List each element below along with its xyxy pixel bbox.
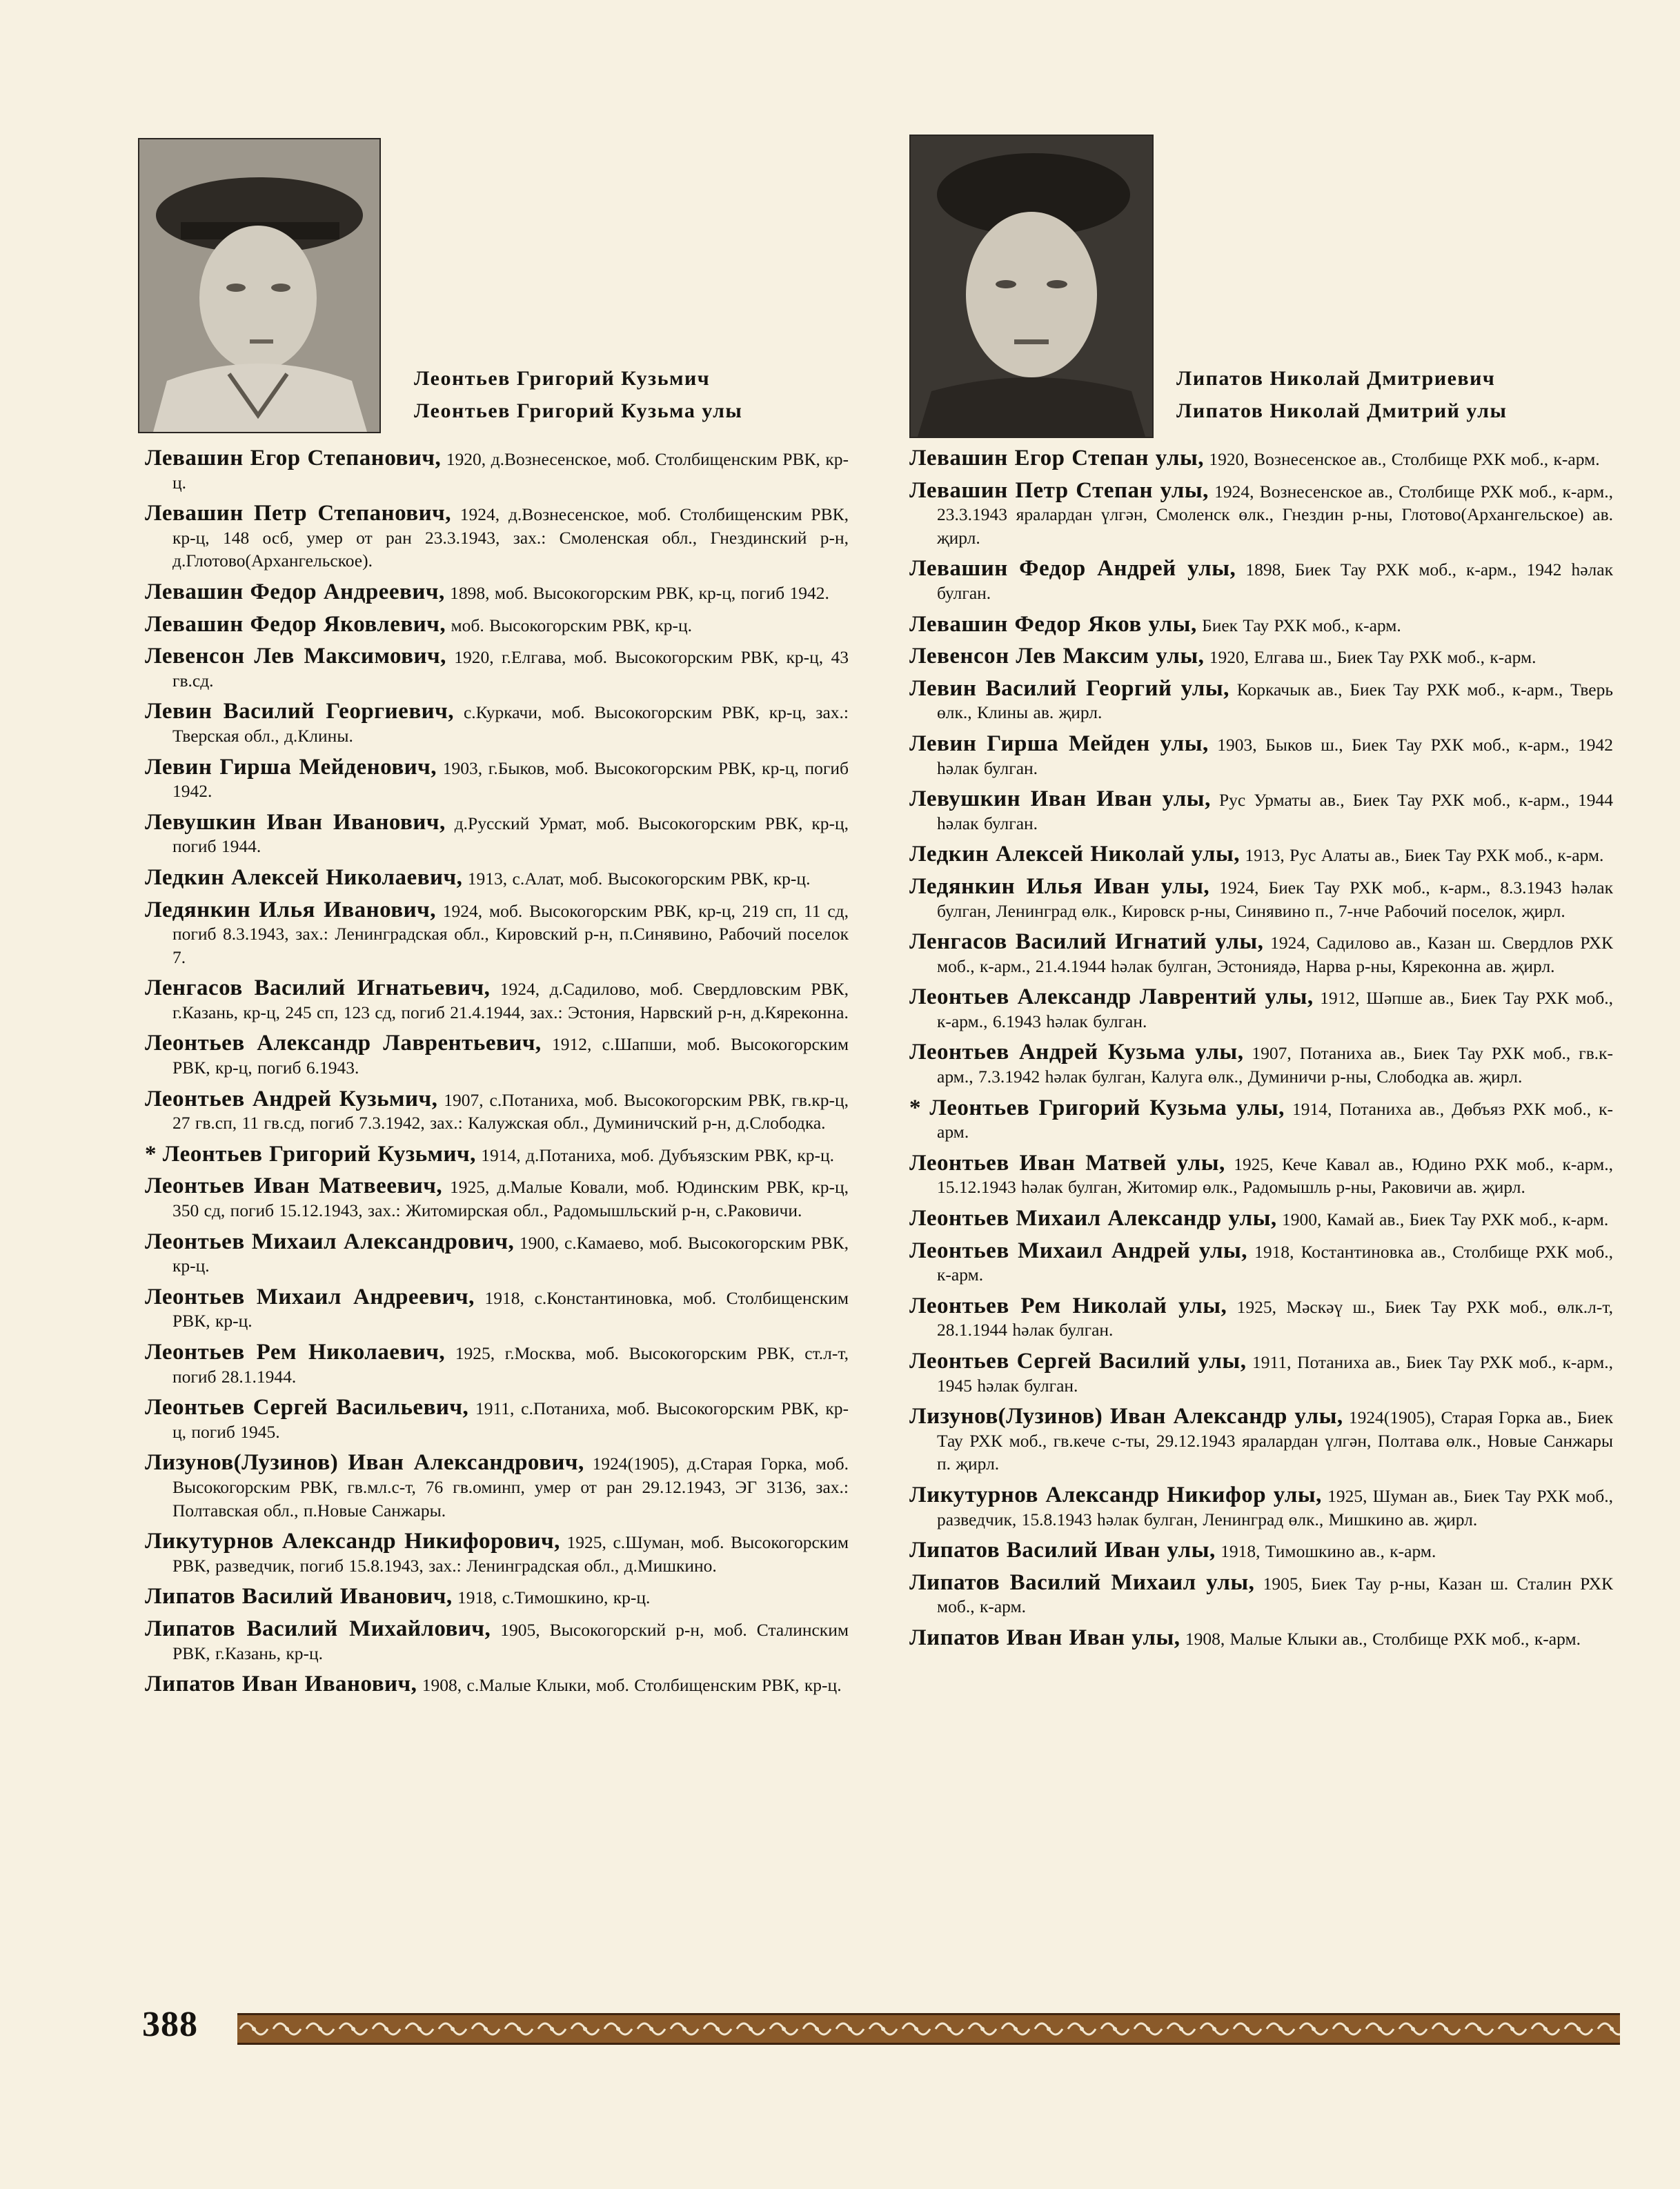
memorial-entry (909, 1350, 1613, 1397)
memorial-entry (909, 447, 1613, 471)
entry-name: Ледянкин Илья Иван улы, (909, 873, 1210, 899)
memorial-entry (145, 1341, 849, 1388)
ornament-dot (914, 2027, 918, 2031)
entry-name: Леонтьев Андрей Кузьма улы, (909, 1040, 1244, 1065)
memorial-entry (145, 502, 849, 573)
memorial-entry (145, 899, 849, 969)
entry-details: Биек Тау РХК моб., к-арм. (1196, 615, 1401, 635)
entry-details: 1908, с.Малые Клыки, моб. Столбищенским РВК, кр-ц. (417, 1675, 842, 1696)
ornament-dot (1278, 2027, 1283, 2031)
memorial-entry (145, 581, 849, 605)
memorial-entry (909, 733, 1613, 780)
entry-name: Леонтьев Сергей Василий улы, (909, 1349, 1247, 1374)
entry-details: с.Куркачи, моб. Высокогорским РВК, кр-ц, зах.: Тверская обл., д.Клины. (172, 702, 849, 746)
entry-name: Липатов Иван Иван улы, (909, 1625, 1180, 1650)
entry-name: Левенсон Лев Максимович, (145, 644, 446, 669)
ornament-dot (1212, 2027, 1216, 2031)
entry-details: 1924, моб. Высокогорским РВК, кр-ц, 219 сп, 11 сд, погиб 8.3.1943, зах.: Ленинградская обл., Кировский р-н, п.Синявино, Рабочий поселок 7. (172, 900, 849, 967)
ornament-dot (285, 2027, 289, 2031)
ornament-dot (1245, 2027, 1249, 2031)
memorial-entry (909, 677, 1613, 724)
memorial-entry (145, 1088, 849, 1135)
entry-name: Леонтьев Андрей Кузьмич, (145, 1086, 438, 1111)
memorial-entry (909, 788, 1613, 835)
portrait-image (139, 139, 379, 432)
entry-name: Левин Гирша Мейденович, (145, 754, 437, 780)
entry-name: Леонтьев Рем Николай улы, (909, 1293, 1227, 1318)
memorial-entry (909, 986, 1613, 1033)
entry-details: 1918, с.Константиновка, моб. Столбищенским РВК, кр-ц. (172, 1287, 849, 1331)
entry-details: Коркачык ав., Биек Тау РХК моб., к-арм., Тверь өлк., Клины ав. җирл. (937, 679, 1613, 723)
entry-details: моб. Высокогорским РВК, кр-ц. (446, 615, 692, 635)
entry-details: д.Русский Урмат, моб. Высокогорским РВК, кр-ц, погиб 1944. (172, 813, 849, 857)
ornament-dot (616, 2027, 620, 2031)
memorial-entry (909, 1539, 1613, 1563)
ornament-dot (1014, 2027, 1018, 2031)
entry-details: 1911, Потаниха ав., Биек Тау РХК моб., к-арм., 1945 һәлак булган. (937, 1352, 1613, 1396)
entry-name: Липатов Иван Иванович, (145, 1672, 417, 1697)
entry-name: Левенсон Лев Максим улы, (909, 644, 1205, 669)
entry-name: Леонтьев Сергей Васильевич, (145, 1395, 469, 1420)
memorial-entry (145, 1585, 849, 1609)
memorial-entry (909, 843, 1613, 867)
entry-details: 1908, Малые Клыки ав., Столбище РХК моб., к-арм. (1180, 1628, 1581, 1649)
entry-name: Ликутурнов Александр Никифорович, (145, 1529, 560, 1554)
photo-marker-star: * (909, 1095, 930, 1120)
memorial-entry (145, 1231, 849, 1278)
memorial-entry (909, 1041, 1613, 1088)
entry-name: Липатов Василий Иван улы, (909, 1538, 1216, 1563)
entry-details: 1907, с.Потаниха, моб. Высокогорским РВК, гв.кр-ц, 27 гв.сп, 11 гв.сд, погиб 7.3.1942, зах.: Калужская обл., Думиничский р-н, д.Слободка. (172, 1089, 849, 1133)
entry-name: Леонтьев Григорий Кузьмич, (162, 1141, 476, 1167)
ornament-dot (351, 2027, 355, 2031)
entry-name: Левашин Федор Яков улы, (909, 611, 1197, 637)
ornament-dot (550, 2027, 554, 2031)
entry-details: 1911, с.Потаниха, моб. Высокогорским РВК, кр-ц, погиб 1945. (172, 1398, 849, 1442)
memorial-entry (909, 1152, 1613, 1199)
entry-details: 1914, д.Потаниха, моб. Дубъязским РВК, кр-ц. (475, 1145, 834, 1165)
entry-name: Левин Василий Георгий улы, (909, 675, 1229, 701)
entry-details: 1925, Кече Кавал ав., Юдино РХК моб., к-арм., 15.12.1943 һәлак булган, Житомир өлк., Радомышль р-ны, Раковичи ав. җирл. (937, 1153, 1613, 1198)
entry-name: Левашин Федор Яковлевич, (145, 611, 446, 637)
memorial-entry (145, 977, 849, 1024)
caption-russian: Липатов Николай Дмитриевич (1176, 367, 1496, 390)
memorial-entry (145, 1452, 849, 1522)
ornament-pattern (237, 2015, 1620, 2043)
entry-details: 1920, д.Вознесенское, моб. Столбищенским РВК, кр-ц. (172, 449, 849, 493)
memorial-entry (145, 613, 849, 637)
caption-tatar: Леонтьев Григорий Кузьма улы (414, 399, 743, 422)
memorial-entry (145, 1143, 849, 1167)
entry-name: Липатов Василий Михаил улы, (909, 1569, 1255, 1595)
memorial-entry (909, 1569, 1613, 1618)
ornament-dot (649, 2027, 653, 2031)
caption-tatar: Липатов Николай Дмитрий улы (1176, 399, 1508, 422)
ornament-dot (1543, 2027, 1548, 2031)
entry-details: 1903, г.Быков, моб. Высокогорским РВК, кр-ц, погиб 1942. (172, 757, 849, 802)
ornament-dot (749, 2027, 753, 2031)
ornament-dot (484, 2027, 488, 2031)
ornament-dot (1047, 2027, 1051, 2031)
entry-details: 1920, Елгава ш., Биек Тау РХК моб., к-арм. (1204, 647, 1536, 668)
entry-name: Левушкин Иван Иван улы, (909, 786, 1211, 812)
entry-details: 1924, д.Вознесенское, моб. Столбищенским РВК, кр-ц, 148 осб, умер от ран 23.3.1943, зах.: Смоленская обл., Гнездинский р-н, д.Глотово(Архангельское). (172, 504, 849, 571)
entry-details: 1920, г.Елгава, моб. Высокогорским РВК, кр-ц, 43 гв.сд. (172, 647, 849, 691)
ornament-dot (980, 2027, 985, 2031)
ornament-dot (583, 2027, 587, 2031)
photo-caption-right (1176, 362, 1507, 427)
ornament-dot (881, 2027, 885, 2031)
memorial-entry (145, 1530, 849, 1577)
entries-russian (145, 447, 849, 1705)
entry-details: 1920, Вознесенское ав., Столбище РХК моб., к-арм. (1203, 449, 1600, 469)
ornament-dot (1080, 2027, 1084, 2031)
entry-details: 1903, Быков ш., Биек Тау РХК моб., к-арм., 1942 һәлак булган. (937, 734, 1613, 778)
entry-details: 1900, Камай ав., Биек Тау РХК моб., к-арм. (1276, 1209, 1609, 1230)
memorial-entry (909, 479, 1613, 550)
entry-details: 1918, Костантиновка ав., Столбище РХК моб., к-арм. (937, 1241, 1613, 1285)
ornament-dot (1345, 2027, 1349, 2031)
memorial-entry (909, 613, 1613, 637)
entry-name: Леонтьев Михаил Андреевич, (145, 1284, 475, 1309)
entry-name: Ликутурнов Александр Никифор улы, (909, 1482, 1322, 1507)
ornament-dot (1378, 2027, 1382, 2031)
memorial-entry (145, 1618, 849, 1665)
entry-details: 1912, с.Шапши, моб. Высокогорским РВК, кр-ц, погиб 6.1943. (172, 1034, 849, 1078)
entry-details: 1898, моб. Высокогорским РВК, кр-ц, погиб 1942. (444, 582, 829, 603)
entry-name: Левашин Петр Степанович, (145, 501, 451, 526)
ornament-dot (417, 2027, 422, 2031)
entry-name: Леонтьев Иван Матвеевич, (145, 1173, 443, 1199)
memorial-entry (145, 1673, 849, 1697)
memorial-entry (145, 1286, 849, 1333)
entry-name: Левин Василий Георгиевич, (145, 699, 455, 724)
ornament-wave (1598, 2023, 1620, 2034)
entry-name: Левашин Егор Степанович, (145, 446, 442, 471)
ornament-dot (715, 2027, 720, 2031)
entry-details: 1914, Потаниха ав., Дөбъяз РХК моб., к-арм. (937, 1098, 1614, 1142)
ornament-dot (252, 2027, 256, 2031)
entry-details: 1925, Шуман ав., Биек Тау РХК моб., разведчик, 15.8.1943 һәлак булган, Ленинград өлк., Мишкино ав. җирл. (937, 1485, 1614, 1529)
entry-name: Леонтьев Рем Николаевич, (145, 1340, 446, 1365)
entry-details: 1924, Вознесенское ав., Столбище РХК моб., к-арм., 23.3.1943 яралардан үлгән, Смоленск өлк., Гнездин р-ны, Глотово(Архангельское) ав. җирл. (937, 481, 1613, 548)
entry-details: 1925, д.Малые Ковали, моб. Юдинским РВК, кр-ц, 350 сд, погиб 15.12.1943, зах.: Житомирская обл., Радомышльский р-н, с.Раковичи. (172, 1177, 849, 1221)
entry-name: Липатов Василий Иванович, (145, 1584, 453, 1609)
ornament-dot (848, 2027, 852, 2031)
memorial-entry (145, 1032, 849, 1079)
entry-name: Леонтьев Александр Лаврентьевич, (145, 1031, 542, 1056)
entry-details: 1925, с.Шуман, моб. Высокогорским РВК, разведчик, погиб 15.8.1943, зах.: Ленинградская обл., д.Мишкино. (172, 1532, 849, 1576)
entry-name: Левашин Петр Степан улы, (909, 477, 1209, 503)
entry-name: Лизунов(Лузинов) Иван Александр улы, (909, 1404, 1343, 1429)
entry-details: 1913, Рус Алаты ав., Биек Тау РХК моб., к-арм. (1240, 845, 1604, 866)
entry-details: 1900, с.Камаево, моб. Высокогорским РВК, кр-ц. (172, 1232, 849, 1276)
memorial-entry (909, 1240, 1613, 1287)
photo-marker-star: * (145, 1141, 163, 1167)
entry-details: 1924, Биек Тау РХК моб., к-арм., 8.3.1943 һәлак булган, Ленинград өлк., Кировск р-ны, Синявино п., 7-нче Рабочий поселок, җирл. (937, 877, 1614, 921)
entry-details: 1907, Потаниха ав., Биек Тау РХК моб., гв.к-арм., 7.3.1942 һәлак булган, Калуга өлк., Думиничи р-ны, Слободка ав. җирл. (937, 1043, 1613, 1087)
ornament-dot (1610, 2027, 1614, 2031)
entry-details: 1918, Тимошкино ав., к-арм. (1215, 1541, 1436, 1562)
entry-details: 1924, Садилово ав., Казан ш. Свердлов РХК моб., к-арм., 21.4.1944 һәлак булган, Эстониядә, Нарва р-ны, Кяреконна ав. җирл. (937, 933, 1613, 976)
entry-name: Левин Гирша Мейден улы, (909, 731, 1209, 756)
entry-name: Ледкин Алексей Николаевич, (145, 864, 463, 890)
entry-name: Леонтьев Михаил Александр улы, (909, 1206, 1277, 1231)
memorial-entry (145, 866, 849, 891)
entry-details: 1912, Шәпше ав., Биек Тау РХК моб., к-арм., 6.1943 һәлак булган. (937, 988, 1613, 1031)
entry-details: 1925, Мәскәү ш., Биек Тау РХК моб., өлк.л-т, 28.1.1944 һәлак булган. (937, 1296, 1613, 1340)
memorial-entry (145, 700, 849, 747)
portrait-image (911, 136, 1152, 437)
memorial-entry (909, 1097, 1613, 1144)
ornament-dot (947, 2027, 951, 2031)
ornament-dot (384, 2027, 388, 2031)
memorial-entry (145, 811, 849, 858)
entry-details: 1924(1905), Старая Горка ав., Биек Тау РХК моб., гв.кече с-ты, 29.12.1943 яралардан үлгән, Полтава өлк., Новые Санжары п. җирл. (937, 1407, 1613, 1474)
entry-name: Левушкин Иван Иванович, (145, 809, 446, 835)
entry-details: 1913, с.Алат, моб. Высокогорским РВК, кр-ц. (462, 868, 811, 889)
ornament-dot (1411, 2027, 1415, 2031)
memorial-entry (909, 1405, 1613, 1476)
entry-name: Левашин Федор Андрей улы, (909, 556, 1236, 582)
memorial-entry (909, 1207, 1613, 1231)
entry-name: Леонтьев Михаил Андрей улы, (909, 1238, 1248, 1263)
entries-tatar (909, 447, 1613, 1659)
ornament-dot (1146, 2027, 1150, 2031)
ornament-dot (1477, 2027, 1481, 2031)
entry-name: Липатов Василий Михайлович, (145, 1616, 491, 1641)
decorative-border-ornament (237, 2013, 1620, 2045)
page-number: 388 (142, 2005, 198, 2044)
ornament-dot (1179, 2027, 1183, 2031)
entry-name: Леонтьев Иван Матвей улы, (909, 1150, 1225, 1176)
ornament-dot (1577, 2027, 1581, 2031)
memorial-entry (145, 447, 849, 494)
ornament-dot (682, 2027, 686, 2031)
entry-name: Леонтьев Григорий Кузьма улы, (929, 1095, 1285, 1120)
entry-name: Ленгасов Василий Игнатьевич, (145, 975, 491, 1001)
entry-details: 1924(1905), д.Старая Горка, моб. Высокогорским РВК, гв.мл.с-т, 76 гв.оминп, умер от ран 29.12.1943, ЭГ 3136, зах.: Полтавская обл., п.Новые Санжары. (172, 1454, 849, 1521)
memorial-entry (909, 1295, 1613, 1342)
ornament-dot (451, 2027, 455, 2031)
ornament-dot (1113, 2027, 1117, 2031)
entry-details: 1898, Биек Тау РХК моб., к-арм., 1942 һәлак булган. (937, 559, 1613, 603)
memorial-entry (909, 1627, 1613, 1651)
caption-russian: Леонтьев Григорий Кузьмич (414, 367, 711, 390)
memorial-entry (145, 756, 849, 803)
entry-details: 1918, с.Тимошкино, кр-ц. (452, 1587, 651, 1608)
entry-name: Ледянкин Илья Иванович, (145, 897, 436, 922)
memorial-entry (909, 645, 1613, 669)
entry-name: Ледкин Алексей Николай улы, (909, 842, 1241, 867)
ornament-dot (1444, 2027, 1448, 2031)
memorial-entry (909, 557, 1613, 604)
entry-details: 1905, Биек Тау р-ны, Казан ш. Сталин РХК моб., к-арм. (937, 1573, 1613, 1617)
ornament-dot (815, 2027, 819, 2031)
memorial-entry (145, 1175, 849, 1222)
portrait-photo-leontiev (138, 138, 381, 433)
entry-name: Леонтьев Александр Лаврентий улы, (909, 984, 1314, 1010)
ornament-dot (1510, 2027, 1514, 2031)
ornament-dot (517, 2027, 521, 2031)
entry-details: 1905, Высокогорский р-н, моб. Сталинским РВК, г.Казань, кр-ц. (172, 1619, 849, 1663)
portrait-photo-lipatov (909, 135, 1154, 438)
memorial-entry (909, 1484, 1613, 1531)
entry-details: 1925, г.Москва, моб. Высокогорским РВК, ст.л-т, погиб 28.1.1944. (172, 1343, 849, 1387)
ornament-dot (1312, 2027, 1316, 2031)
ornament-dot (782, 2027, 786, 2031)
entry-details: Рус Урматы ав., Биек Тау РХК моб., к-арм., 1944 һәлак булган. (937, 790, 1613, 833)
entry-name: Лизунов(Лузинов) Иван Александрович, (145, 1450, 584, 1476)
entry-name: Ленгасов Василий Игнатий улы, (909, 929, 1264, 955)
memorial-entry (145, 645, 849, 692)
entry-name: Левашин Егор Степан улы, (909, 446, 1204, 471)
ornament-dot (318, 2027, 322, 2031)
memorial-entry (145, 1396, 849, 1443)
entry-name: Левашин Федор Андреевич, (145, 579, 445, 604)
photo-caption-left (414, 362, 742, 427)
entry-name: Леонтьев Михаил Александрович, (145, 1229, 515, 1254)
memorial-entry (909, 931, 1613, 978)
memorial-entry (909, 875, 1613, 922)
entry-details: 1924, д.Садилово, моб. Свердловским РВК, г.Казань, кр-ц, 245 сп, 123 сд, погиб 21.4.1944, зах.: Эстония, Нарвский р-н, д.Кяреконна. (172, 979, 849, 1022)
